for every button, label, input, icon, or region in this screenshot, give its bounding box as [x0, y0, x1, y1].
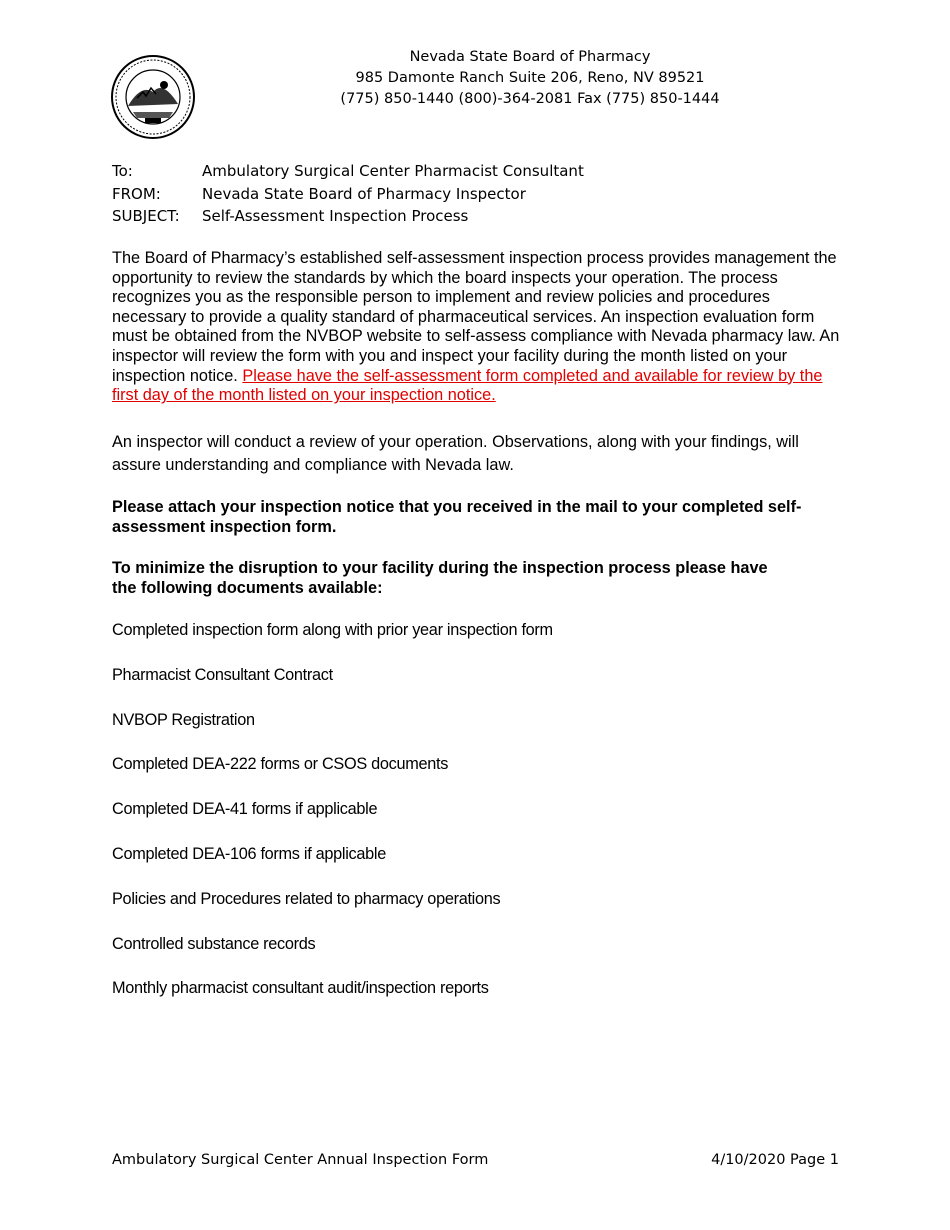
attach-instruction: Please attach your inspection notice that you received in the mail to your completed self-assessment inspection form. [112, 498, 802, 536]
memo-from-value: Nevada State Board of Pharmacy Inspector [202, 184, 526, 203]
list-item: Completed DEA-222 forms or CSOS documents [112, 755, 449, 774]
letterhead [300, 47, 760, 110]
state-seal-icon [111, 54, 195, 140]
memo-from-label: FROM: [112, 184, 161, 203]
documents-instruction: To minimize the disruption to your facility during the inspection process please have the following documents available: [112, 559, 768, 597]
memo-to-value: Ambulatory Surgical Center Pharmacist Consultant [202, 162, 584, 180]
memo-header [112, 160, 584, 228]
review-paragraph: An inspector will conduct a review of your operation. Observations, along with your findings, will assure understanding and compliance with Nevada law. [112, 433, 799, 474]
memo-subject-value: Self-Assessment Inspection Process [202, 207, 469, 225]
list-item: Completed DEA-41 forms if applicable [112, 800, 378, 819]
list-item: Pharmacist Consultant Contract [112, 665, 333, 684]
memo-from-row [112, 183, 584, 206]
memo-subject-label: SUBJECT: [112, 207, 180, 225]
memo-subject-row [112, 205, 584, 228]
list-item: Completed DEA-106 forms if applicable [112, 844, 386, 863]
page-footer [112, 1152, 839, 1168]
intro-text: The Board of Pharmacy’s established self-assessment inspection process provides management the opportunity to review the standards by which the board inspects your operation. The process recognizes you as the responsible person to implement and review policies and procedures necessary to provide a quality standard of pharmaceutical services. An inspection evaluation form must be obtained from the NVBOP website to self-assess compliance with Nevada pharmacy law. An inspector will review the form with you and inspect your facility during the month listed on your inspection notice. [112, 249, 840, 385]
list-item: Controlled substance records [112, 934, 316, 953]
board-name: Nevada State Board of Pharmacy [409, 49, 651, 65]
intro-paragraph [112, 249, 842, 406]
board-address: 985 Damonte Ranch Suite 206, Reno, NV 89521 [355, 70, 705, 86]
footer-form-title: Ambulatory Surgical Center Annual Inspection Form [112, 1152, 489, 1168]
notice-text: Please have the self-assessment form completed and available for review by the first day of the month listed on your inspection notice. [112, 366, 823, 405]
memo-to-label: To: [112, 162, 133, 180]
list-item: Monthly pharmacist consultant audit/inspection reports [112, 979, 489, 998]
list-item: NVBOP Registration [112, 710, 255, 729]
footer-date-page: 4/10/2020 Page 1 [711, 1152, 839, 1168]
documents-list [112, 620, 553, 1023]
memo-to-row [112, 160, 584, 183]
list-item: Policies and Procedures related to pharmacy operations [112, 889, 501, 908]
list-item: Completed inspection form along with prior year inspection form [112, 621, 553, 639]
board-phones: (775) 850-1440 (800)-364-2081 Fax (775) 850-1444 [340, 91, 720, 107]
